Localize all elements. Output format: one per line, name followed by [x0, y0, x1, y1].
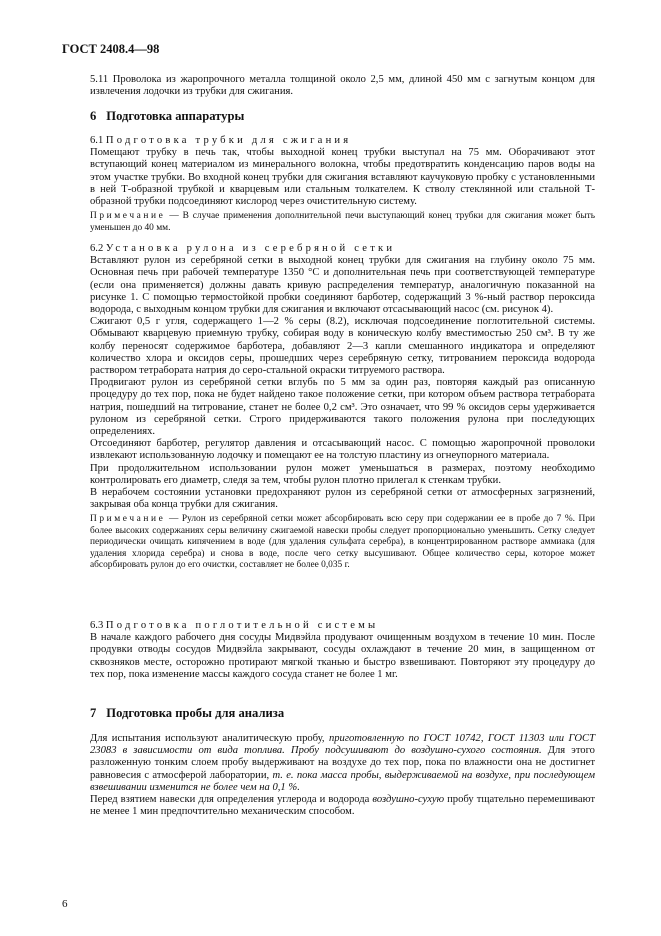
section-7-para-1 — [90, 733, 595, 794]
section-6-heading — [90, 109, 595, 124]
italic-run: т. е. пока масса пробы, выдерживаемой на воздухе, при последующем взвешивании изменится не более чем на 0,1 %. — [90, 769, 595, 793]
clause-6-1-body: Помещают трубку в печь так, чтобы выходной конец трубки выступал на 75 мм. Оборачивают этот вступающий конец материалом из минерального волокна, чтобы предотвратить конденсацию паров воды на этом участке трубки. Во входной конец трубки для сжигания вставляют каучуковую пробку с установленными в ней Т-образной трубкой и кварцевым или стальным толкателем. К стволу стеклянной или стальной Т-образной трубки подсоединяют кислород через очистительную систему. — [90, 147, 595, 208]
section-7-title: Подготовка пробы для анализа — [106, 706, 285, 720]
standard-header: ГОСТ 2408.4—98 — [62, 42, 160, 56]
text-run: Для этого разложенную тонким слоем пробу выдерживают на воздухе до тех пор, пока по влажности она не достигнет равновесия с атмосферой лаборатории, — [90, 745, 595, 781]
note-label: Примечание — [90, 514, 166, 525]
clause-6-2 — [90, 243, 595, 572]
clause-5-11 — [90, 74, 595, 98]
clause-6-3-number: 6.3 — [90, 620, 104, 631]
clause-6-2-para-4: Отсоединяют барботер, регулятор давления и отсасывающий насос. С помощью жаропрочной проволоки извлекают использованную лодочку и помещают ее на толстую пластину из огнеупорного материала. — [90, 438, 595, 462]
clause-6-1-number: 6.1 — [90, 135, 104, 146]
italic-run: воздушно-сухую — [372, 794, 445, 806]
text-run: Перед взятием навески для определения углерода и водорода — [90, 794, 373, 806]
clause-6-3 — [90, 620, 595, 681]
clause-6-3-title: Подготовка поглотительной системы — [105, 620, 379, 631]
clause-6-2-para-5: При продолжительном использовании рулон может уменьшаться в размерах, поэтому необходимо контролировать его диаметр, следя за тем, чтобы рулон плотно прилегал к стенкам трубки. — [90, 462, 595, 486]
clause-6-2-para-3: Продвигают рулон из серебряной сетки вглубь по 5 мм за один раз, повторяя каждый раз описанную процедуру до тех пор, пока не будет найдено такое положение сетки, при котором объем раствора тетрабората натрия, пошедший на титрование, станет не более 0,2 см³. Это означает, что 99 % оксидов серы удерживается рулоном из серебряной сетки. Строго придерживаются такого положения рулона при последующих определениях. — [90, 377, 595, 438]
clause-6-2-para-2: Сжигают 0,5 г угля, содержащего 1—2 % серы (8.2), исключая подсоединение поглотительной системы. Обмывают кварцевую приемную трубку, собирая воду в коническую колбу вместимостью 250 см³. В ту же колбу переносят содержимое барботера, добавляют 2—3 капли смешанного индикатора и определяют количество хлора и оксидов серы, прошедших через серебряную сетку, титрованием пероксида водорода раствором тетрабората натрия до серо-стальной окраски титруемого раствора. — [90, 316, 595, 377]
section-6-title: Подготовка аппаратуры — [106, 109, 245, 123]
italic-run: приготовленную по ГОСТ 10742, ГОСТ 11303 или ГОСТ 23083 в зависимости от вида топлива. Пробу подсушивают до воздушно-сухого состояния. — [90, 733, 595, 757]
note-text: — В случае применения дополнительной печи выступающий конец трубки для сжигания может быть уменьшен до 40 мм. — [90, 211, 595, 233]
clause-6-2-para-6: В нерабочем состоянии установки предохраняют рулон из серебряной сетки от атмосферных загрязнений, закрывая оба конца трубки для сжигания. — [90, 487, 595, 511]
section-6-number: 6 — [90, 109, 97, 123]
note-text: — Рулон из серебряной сетки может абсорбировать всю серу при содержании ее в пробе до 7 %. При более высоких содержаниях серы величину сжигаемой навески пробы следует пропорционально уменьшить. Сетку следует периодически очищать кипячением в воде (для удаления сульфата серебра), в концентрированном растворе аммиака (для удаления хлорида серебра) и снова в воде, после чего сетку высушивают. Общее количество серы, которое может абсорбировать рулон до его очистки, составляет не более 0,035 г. — [90, 514, 595, 571]
section-7-number: 7 — [90, 706, 97, 720]
clause-6-1-note — [90, 211, 595, 234]
clause-6-2-number: 6.2 — [90, 243, 104, 254]
note-label: Примечание — [90, 211, 166, 222]
page-number: 6 — [62, 898, 68, 910]
clause-6-3-body: В начале каждого рабочего дня сосуды Мидвэйла продувают очищенным воздухом в течение 10 мин. После продувки отводы сосудов Мидвэйла закрывают, сосуды охлаждают в течение 20 мин, в защищенном от сквозняков месте, осторожно протирают мягкой тканью и быстро взвешивают. Повторяют эту процедуру до тех пор, пока изменение массы каждого сосуда станет не более 1 мг. — [90, 632, 595, 680]
text-run: пробу тщательно перемешивают не менее 1 мин предпочтительно механическим способом. — [90, 794, 595, 818]
section-7-body — [90, 733, 595, 818]
clause-5-11-text: 5.11 Проволока из жаропрочного металла толщиной около 2,5 мм, длиной 450 мм с загнутым концом для извлечения лодочки из трубки для сжигания. — [90, 74, 595, 98]
text-run: Для испытания используют аналитическую пробу, — [90, 733, 329, 744]
clause-6-1-title: Подготовка трубки для сжигания — [105, 135, 352, 146]
section-7-heading — [90, 706, 595, 721]
section-7-para-2 — [90, 794, 595, 818]
clause-6-2-para-1: Вставляют рулон из серебряной сетки в выходной конец трубки для сжигания на глубину около 75 мм. Основная печь при рабочей температуре 1350 °С и дополнительная печь при соответствующей температуре (если она применяется) должны давать кривую распределения температур, аналогичную показанной на рисунке 1. С помощью термостойкой пробки соединяют барботер, содержащий 3 %-ный раствор пероксида водорода, с выходным концом трубки для сжигания и включают отсасывающий насос (см. рисунок 4). — [90, 255, 595, 316]
clause-6-2-note — [90, 514, 595, 571]
clause-6-1 — [90, 135, 595, 234]
clause-6-2-title: Установка рулона из серебряной сетки — [105, 243, 396, 254]
